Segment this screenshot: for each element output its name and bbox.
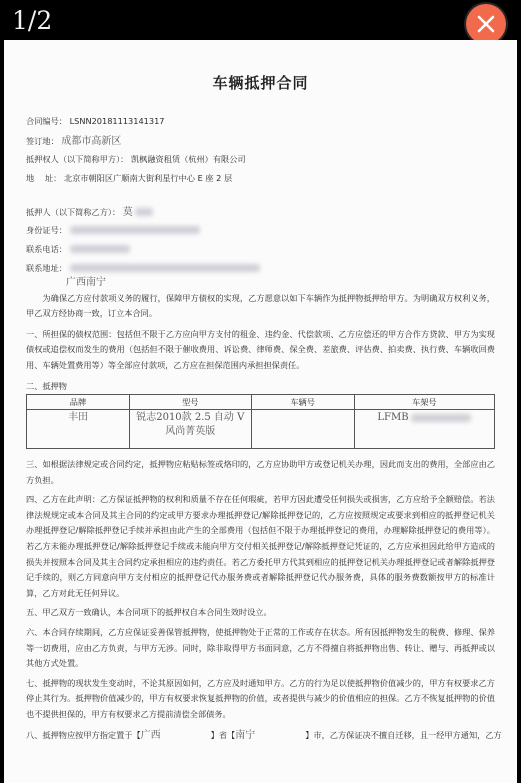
id-number-label: 身份证号： xyxy=(26,224,67,235)
cell-vin-wrap xyxy=(354,410,494,449)
clause-8-pre: 八、抵押物应按甲方指定置于【 xyxy=(26,730,141,741)
contract-number-row xyxy=(26,115,495,134)
sign-place-row xyxy=(26,134,495,153)
phone-label: 联系电话： xyxy=(26,243,67,254)
clause-7: 七、抵押物的现状发生变动时，不论其原因如何，乙方应及时通知甲方。乙方的行为足以使抵押物价值减少的，甲方有权要求乙方停止其行为。抵押物价值减少的，甲方有权要求恢复抵押物的价值，或者提供与减少的价值相应的担保。乙方不恢复抵押物的价值也不提供担保的，甲方有权要求乙方提前清偿全部债务。 xyxy=(26,677,495,719)
contact-address-value: 广西南宁 xyxy=(66,276,106,288)
redaction-blur xyxy=(135,208,153,216)
clause-8-post: 】市，乙方保证决不擅自迁移，且一经甲方通知，乙方 xyxy=(305,730,502,741)
header-plate: 车辆号 xyxy=(251,394,354,409)
clause-8-province: 广西 xyxy=(140,730,161,742)
document-title: 车辆抵押合同 xyxy=(212,74,309,92)
header-vin: 车架号 xyxy=(354,394,494,409)
clause-5: 五、甲乙双方一致确认，本合同项下的抵押权自本合同生效时设立。 xyxy=(26,607,272,618)
redaction-blur xyxy=(70,226,200,234)
preamble-text: 为确保乙方应付款项义务的履行，保障甲方债权的实现，乙方愿意以如下车辆作为抵押物抵押给甲方。为明确双方权利义务，甲乙双方经协商一致，订立本合同。 xyxy=(26,292,495,318)
header-model: 型号 xyxy=(129,394,251,409)
page-indicator: 1/2 xyxy=(12,6,53,35)
clause-6: 六、本合同存续期间，乙方应保证妥善保管抵押物，使抵押物处于正常的工作或存在状态。所有因抵押物发生的税费、修理、保养等一切费用，应由乙方负责，与甲方无涉。同时，除非取得甲方书面同意，乙方不得擅自将抵押物出售、转让、赠与、再抵押或以其他方式处置。 xyxy=(26,626,495,669)
mortgagee-row xyxy=(26,153,495,172)
table-row xyxy=(27,410,495,449)
viewer-top-bar xyxy=(0,0,521,40)
clause-8 xyxy=(26,726,502,745)
table-header-row xyxy=(27,394,495,409)
clause-3: 三、如根据法律规定或合同约定，抵押物应粘贴标签或烙印的，乙方应协助甲方或登记机关办理，因此而支出的费用，全部应由乙方负担。 xyxy=(26,459,495,485)
address-row xyxy=(26,172,495,191)
clause-2-title: 二、抵押物 xyxy=(26,380,67,391)
contract-number-label: 合同编号： xyxy=(26,115,67,126)
clause-8-mid: 】省【 xyxy=(210,730,236,741)
address-label: 地 址： xyxy=(26,172,62,183)
sign-place-label: 签订地： xyxy=(26,135,59,146)
cell-brand: 丰田 xyxy=(27,410,130,449)
contact-address-label: 联系地址： xyxy=(26,262,67,273)
mortgagor-value: 莫 xyxy=(122,206,133,218)
sign-place-value: 成都市高新区 xyxy=(61,135,122,147)
mortgagee-value: 凯枫融资租赁（杭州）有限公司 xyxy=(130,153,246,164)
cell-model: 锐志2010款 2.5 自动 V风尚菁英版 xyxy=(129,410,251,449)
close-button[interactable] xyxy=(466,4,506,44)
address-value: 北京市朝阳区广顺南大街利星行中心 E 座 2 层 xyxy=(63,172,233,183)
clause-4: 四、乙方在此声明：乙方保证抵押物的权利和质量不存在任何瑕疵，若甲方因此遭受任何损失或损害，乙方应给予全额赔偿。若法律法规规定或本合同及其主合同的约定或甲方要求办理抵押登记/解除抵押登记的，乙方应按照规定或要求到相应的抵押登记机关办理抵押登记/解除抵押登记手续并承担由此产生的全部费用（包括但不限于办理抵押登记的费用，办理解除抵押登记的费用等）。若乙方未能办理抵押登记/解除抵押登记手续或未能向甲方交付相关抵押登记/解除抵押登记凭证的，乙方应承担因此给甲方造成的损失并按照本合同及其主合同约定承担相应的违约责任。若乙方委托甲方代其到相应的抵押登记机关办理抵押登记或者解除抵押登记手续的，则乙方同意向甲方支付相应的抵押登记代办服务费或者解除抵押登记代办服务费，具体的服务费数额按甲方的标准计算，乙方对此无任何异议。 xyxy=(26,494,495,598)
header-brand: 品牌 xyxy=(27,394,130,409)
cell-plate xyxy=(251,410,354,449)
clause-8-city: 南宁 xyxy=(235,730,256,742)
contract-number: LSNN20181113141317 xyxy=(69,115,165,126)
mortgagee-label: 抵押权人（以下简称甲方）： xyxy=(26,153,129,164)
redaction-blur xyxy=(70,264,260,272)
redaction-blur xyxy=(70,245,130,253)
redaction-blur xyxy=(411,414,471,422)
cell-vin: LFMB xyxy=(377,412,409,424)
contact-address-row xyxy=(26,262,495,281)
phone-row xyxy=(26,243,495,262)
mortgagor-row xyxy=(26,205,495,224)
contract-page xyxy=(4,40,517,783)
mortgagor-label: 抵押人（以下简称乙方）： xyxy=(26,206,121,217)
id-number-row xyxy=(26,224,495,243)
collateral-table xyxy=(26,394,495,449)
clause-1: 一、所担保的债权范围：包括但不限于乙方应向甲方支付的租金、违约金、代偿款项、乙方应偿还的甲方合作方贷款、甲方为实现债权或追偿权而发生的费用（包括但不限于催收费用、诉讼费、律师费、保全费、差旅费、评估费、拍卖费、执行费、车辆收回费用、车辆处置费用等）等全部应付款项，乙方应在担保范围内承担担保责任。 xyxy=(26,328,495,370)
close-icon xyxy=(475,13,497,35)
